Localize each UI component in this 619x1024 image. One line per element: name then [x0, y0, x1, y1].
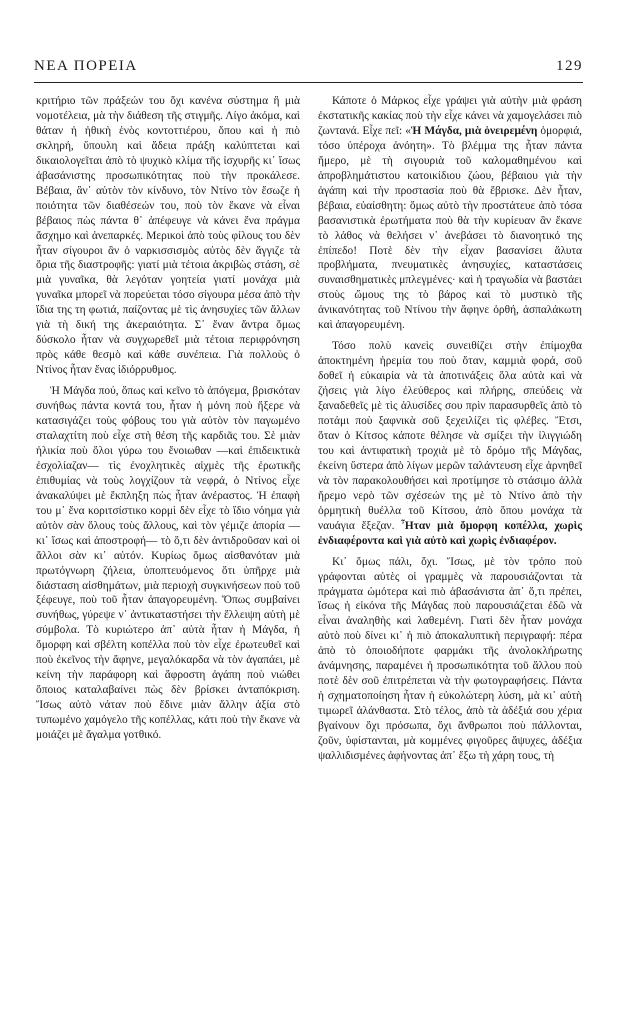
right-column [318, 94, 582, 764]
right-paragraph-1-text-a: Κάποτε ὁ Μάρκος εἶχε γράψει γιὰ αὐτὴν μιὰ φράση ἐκστατικῆς κακίας ποὺ τὴν εἶχε κάνει νὰ χαμογελάσει πιὸ ζωντανά. Εἶχε πεῖ: « [318, 95, 582, 137]
right-paragraph-3: Κι᾿ ὅμως πάλι, ὄχι. Ἴσως, μὲ τὸν τρόπο ποὺ γράφονται αὐτὲς οἱ γραμμὲς νὰ παρουσιάζονται τὰ πράγματα ὡμότερα καὶ πιὸ ἀβασάνιστα ἀπ᾿ ὅ,τι πρέπει, ἴσως ἡ εἰκόνα τῆς Μάγδας ποὺ παρουσιάζεται ἐδῶ νὰ εἶναι ἀναληθὴς καὶ λαθεμένη. Γιατὶ δὲν ἦταν μονάχα αὐτὸ ποὺ δίνει κι᾿ ἡ πιὸ ἀποκαλυπτικὴ περιγραφή: πέρα ἀπὸ τὸ ὁποιοδήποτε φαρμάκι τῆς ἀνολοκλήρωτης ἀνάμνησης, παραμένει ἡ προσωπικότητα τοῦ ἄλλου ποὺ ποτὲ δὲν σοῦ ἐπιτρέπεται νὰ τὴν φωτογραφήσεις. Πάντα ἡ σχηματοποίηση ἦταν ἡ εὐκολώτερη λύση, μὰ κι᾿ αὐτὴ τιμωρεῖ ἀλάνθαστα. Στὸ τέλος, ἀπὸ τὰ ἀδέξιά σου χέρια βγαίνουν ὄχι πρόσωπα, ὄχι ἄνθρωποι ποὺ πάλλονται, ζοῦν, ὑφίστανται, μὰ κομμένες φιγοῦρες ἄψυχες, ἀδέξια ψαλλιδισμένες ἀφήνοντας ἀπ᾿ ἔξω τὴ χάρη τους, τὴ [318, 555, 582, 762]
left-column [36, 94, 300, 743]
left-paragraph-1: κριτήριο τῶν πράξεών του ὄχι κανένα σύστημα ἢ μιὰ νομοτέλεια, μὰ τὴν διάθεση τῆς στιγμῆς. Λίγο ἀκόμα, καὶ θάταν ἡ ἠθικὴ ἑνὸς κοντοττιέρου, ὅπου καὶ ἡ πιὸ σκληρή, ὕπουλη καὶ ἄδεια πράξη καλύπτεται καὶ δικαιολογεῖται ἀπὸ τὸ ψυχικὸ κλίμα τῆς ἰσχυρῆς κι᾿ ἴσως ἀβασάνιστης προσωπικότητας ποὺ τὴν προκάλεσε. Βέβαια, ἂν᾿ αὐτὸν τὸν κίνδυνο, τὸν Ντίνο τὸν ἔσωζε ἡ ποιότητα τῶν διαθέσεών του, ποὺ τὸν ἔκανε νὰ εἶναι βέβαιος πὼς πάντα θ᾿ ἀπέφευγε νὰ κάνει ἕνα πράγμα ἄσχημο καὶ ἀνεπαρκές. Μερικοὶ ἀπὸ τοὺς φίλους του δὲν ἦταν σίγουροι ἂν ὁ ναρκισσισμὸς αὐτὸς δὲν ἄγγιζε τὰ ὅρια τῆς διαστροφῆς: γιατί μιὰ τέτοια ἀκριβὼς στάση, σὲ μιὰ γυναῖκα, θὰ λεγόταν γοητεία γιατί μονάχα μιὰ γυναῖκα μπορεῖ νὰ πορεύεται τόσο σίγουρα μέσα ἀπὸ τὴν ἴδια της τη φωτιά, παίζοντας μὲ τὶς ἀνησυχίες τῶν ἄλλων γιὰ τὴ δική της ἀκεραιότητα. Σ᾿ ἕναν ἄντρα ὅμως δύσκολο ἦταν νὰ συγχωρεθεῖ μιὰ τέτοια περιφρόνηση πρὸς κάθε θεσμὸ καὶ κάθε συνέπεια. Γιὰ πολλοὺς ὁ Ντίνος ἦταν ἕνας ἰδιόρρυθμος. [36, 95, 300, 377]
header-rule [34, 82, 583, 83]
right-paragraph-2-text: Τόσο πολὺ κανεὶς συνειθίζει στὴν ἐπίμοχθα ἀποκτημένη ἠρεμία του ποὺ ὅταν, καμμιὰ φορά, σοῦ δοθεῖ ἡ εὐκαιρία νὰ τὰ ἀποτινάξεις ὅλα αὐτὰ καὶ νὰ ζήσεις γιὰ λίγο ἐλεύθερος καὶ πλήρης, σπεύδεις νὰ ξαναδεθεῖς μὲ τὶς ἁλυσίδες σου πρὶν παρασυρθεῖς ἀπὸ τὸ ποτάμι ποὺ ξαφνικὰ σοῦ ξεχειλίζει τὶς φλέβες. Ἔτσι, ὅταν ὁ Κίτσος κάποτε θέλησε νὰ σμίξει τὴν ἰλιγγιώδη του καὶ ἀντιφατικὴ τροχιὰ μὲ τὸ δρόμο τῆς Μάγδας, ἐκείνη ὕστερα ἀπὸ λίγων μερῶν ταλάντευση εἶχε ἀρνηθεῖ νὰ τὸν παρακολουθήσει καὶ προτίμησε τὸ στάσιμο ἀλλὰ ἤρεμο νερὸ τῶν σχέσεών της μὲ τὸ Ντίνο ἀπὸ τὴν ὁρμητικὴ θυέλλα τοῦ Κίτσου, ἀπὸ ὅπου μονάχα τὰ ναυάγια ἔξεζαν. [318, 340, 582, 532]
right-paragraph-1-text-b: ὁμορφιά, τόσο ὑπέροχα ἀνόητη». Τὸ βλέμμα της ἦταν πάντα ἥμερο, μὲ τὴ σιγουριὰ τοῦ καλομαθημένου καὶ ἀπροβλημάτιστου κατοικίδιου ζώου, βέβαιου γιὰ τὴν ἀγάπη καὶ τὴν προστασία ποὺ θὰ ἔβρισκε. Δὲν ἦταν, βέβαια, εὐαίσθητη: ὅμως αὐτὸ τὴν προστάτευε ἀπὸ τόσα βασανιστικὰ ἐρωτήματα ποὺ θὰ τὴν κυρίευαν ἂν ἔκανε τὸ λάθος νὰ θελήσει ν᾿ ἀνεβάσει τὸ διανοητικό της ἐπίπεδο! Ποτὲ δὲν τὴν εἶχαν βασανίσει ἄλυτα προβλήματα, πνευματικὲς ἀνησυχίες, καταστάσεις συναισθηματικὲς μπλεγμένες· καὶ ἡ τραγωδία νὰ βαστάει στοὺς ὤμους της τὸ βάρος καὶ τὸ μυστικὸ τῆς ἀνικανότητας τοῦ Ντίνου τὴν ἄφηνε ὀρθή, ἀσπαλάκωτη καὶ ἀπαγορευμένη. [318, 124, 583, 332]
quoted-phrase: Ἡ Μάγδα, μιὰ ὀνειρεμένη [410, 124, 538, 137]
journal-title: ΝΕΑ ΠΟΡΕΙΑ [34, 58, 138, 74]
right-paragraph-2-bold-text: Ἦταν μιὰ ὄμορφη κοπέλλα, χωρὶς ἐνδιαφέροντα καὶ γιὰ αὐτὸ καὶ χωρὶς ἐνδιαφέρον. [318, 519, 583, 547]
running-header [34, 58, 583, 75]
left-paragraph-2: Ἡ Μάγδα πού, ὅπως καὶ κεῖνο τὸ ἀπόγεμα, βρισκόταν συνήθως πάντα κοντά του, ἦταν ἡ μόνη ποὺ ἤξερε νὰ κατασιγάζει τοὺς φόβους του γιὰ αὐτὸν τὸν παγωμένο σταλαχτίτη ποὺ εἶχε στὴ θέση τῆς καρδιᾶς του. Σὲ μιὰν ἡλικία ποὺ ὅλοι γύρω του ἔνοιωθαν —καὶ ἐπιδεικτικὰ ἐσχολίαζαν— τὶς ἐνοχλητικὲς αἰχμὲς τῆς ἐρωτικῆς ἐπιθυμίας νὰ τοὺς λογχίζουν τὰ νεφρά, ὁ Ντίνος εἶχε ἀνακαλύψει μὲ ἔκπληξη πὼς ἦταν ἀνέραστος. Ἡ ἐπαφὴ του μ᾿ ἕνα κοριτσίστικο κορμὶ δὲν εἶχε τὸ ἴδιο νόημα γιὰ αὐτὸν σὰν ὅλους τοὺς ἄλλους, καὶ τὸν γέμιζε ἀπορία —κι᾿ ἴσως καὶ ἀποστροφή— τὸ ὅ,τι δὲν ἀντιδροῦσαν καὶ οἱ ἄλλοι σὰν κι᾿ αὐτόν. Κυρίως ὅμως αἰσθανόταν μιὰ πρωτόγνωρη ζήλεια, ὑποπτευόμενος ὅτι ὑπῆρχε μιὰ διάσταση αἰσθημάτων, μιὰ περιοχὴ συγκινήσεων ποὺ τοῦ ξέφευγε, ποὺ τοῦ ἦταν ἀπαγορευμένη. Ὅπως συμβαίνει συνήθως, γύρεψε ν᾿ ἀντικαταστήσει τὴν ἔλλειψη αὐτὴ μὲ σύμβολα. Τὸ κυριώτερο ἀπ᾿ αὐτὰ ἦταν ἡ Μάγδα, ἡ ὄμορφη καὶ σβέλτη κοπέλλα ποὺ τὸν εἶχε ἐρωτευθεῖ καὶ ποὺ ἐκεῖνος τὴν ἄφηνε, μεγαλόκαρδα νὰ τὸν ἀγαπάει, μὲ κείνη τὴν παράφορη καὶ ἄφροστη ἀγάπη ποὺ νιώθει ὅποιος καταλαβαίνει πὼς δὲν βρίσκει ἀνταπόκριση. Ἴσως αὐτὸ νάταν ποὺ ἔδινε μιὰν ἄλλην ἀξία στὸ τυπωμένο χαμόγελο τῆς κοπέλλας, κάτι ποὺ τὴν ἔκανε νὰ μοιάζει μὲ ἄγαλμα γοτθικό. [36, 385, 300, 742]
page-number: 129 [556, 58, 583, 74]
right-paragraph-2 [318, 339, 582, 548]
right-paragraph-1 [318, 94, 582, 333]
